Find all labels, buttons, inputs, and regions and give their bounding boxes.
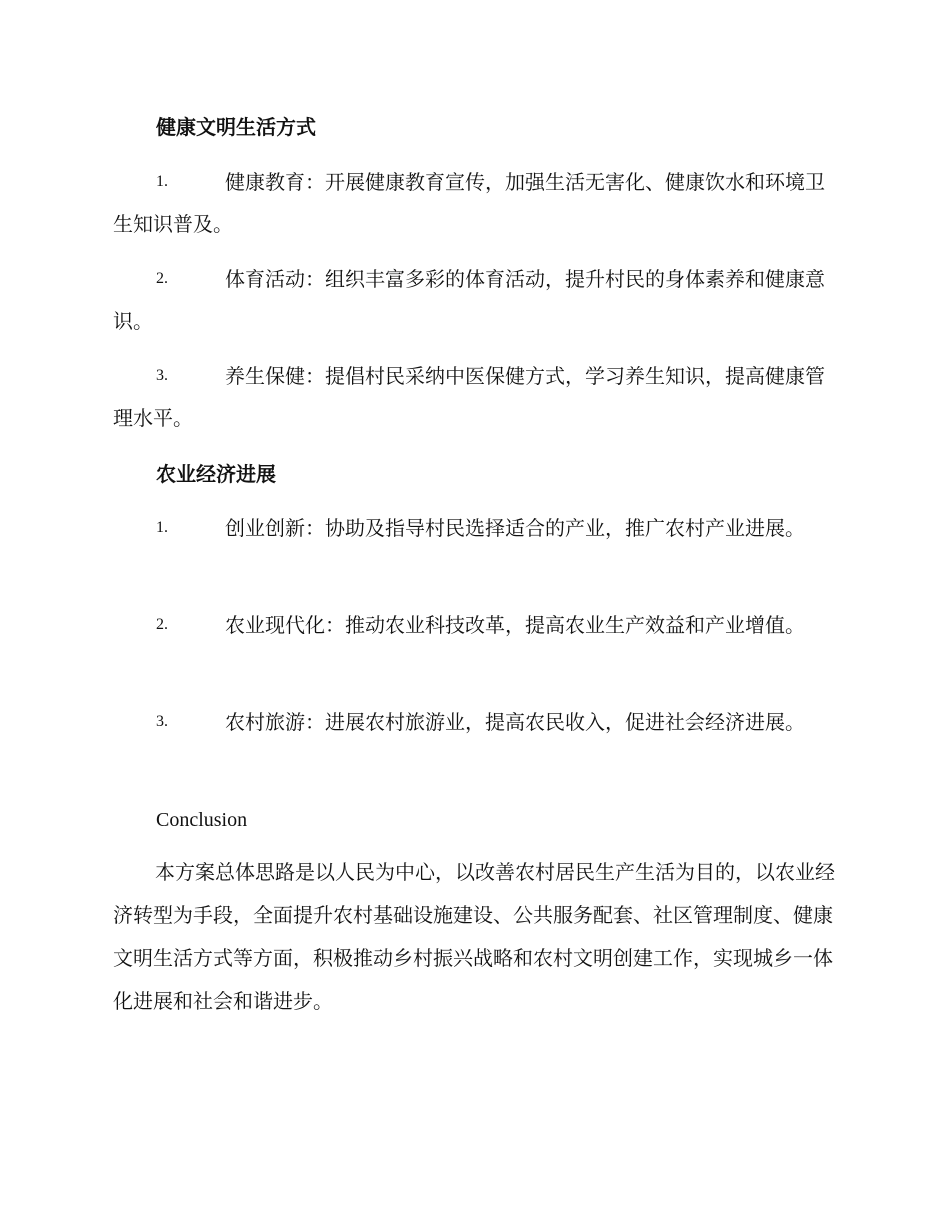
list-number: 3. [156, 367, 168, 384]
list-item-entrepreneurship: 创业创新：协助及指导村民选择适合的产业，推广农村产业进展。 [225, 516, 805, 540]
list-number: 2. [156, 270, 168, 287]
conclusion-paragraph: 本方案总体思路是以人民为中心，以改善农村居民生产生活为目的，以农业经济转型为手段，全面提升农村基础设施建设、公共服务配套、社区管理制度、健康文明生活方式等方面，积极推动乡村振兴战略和农村文明创建工作，实现城乡一体化进展和社会和谐进步。 [113, 860, 835, 1013]
list-item-health-education: 健康教育：开展健康教育宣传，加强生活无害化、健康饮水和环境卫生知识普及。 [113, 170, 825, 236]
list-item-agri-modernization: 农业现代化：推动农业科技改革，提高农业生产效益和产业增值。 [225, 613, 805, 637]
section-heading-health: 健康文明生活方式 [156, 115, 316, 139]
list-number: 2. [156, 616, 168, 633]
section-heading-agriculture: 农业经济进展 [156, 462, 276, 486]
list-item-health-preservation: 养生保健：提倡村民采纳中医保健方式，学习养生知识，提高健康管理水平。 [113, 364, 825, 430]
list-number: 1. [156, 173, 168, 190]
list-item-sports-activities: 体育活动：组织丰富多彩的体育活动，提升村民的身体素养和健康意识。 [113, 267, 825, 333]
list-number: 1. [156, 519, 168, 536]
list-item-rural-tourism: 农村旅游：进展农村旅游业，提高农民收入，促进社会经济进展。 [225, 710, 805, 734]
conclusion-heading: Conclusion [156, 809, 248, 831]
list-number: 3. [156, 713, 168, 730]
